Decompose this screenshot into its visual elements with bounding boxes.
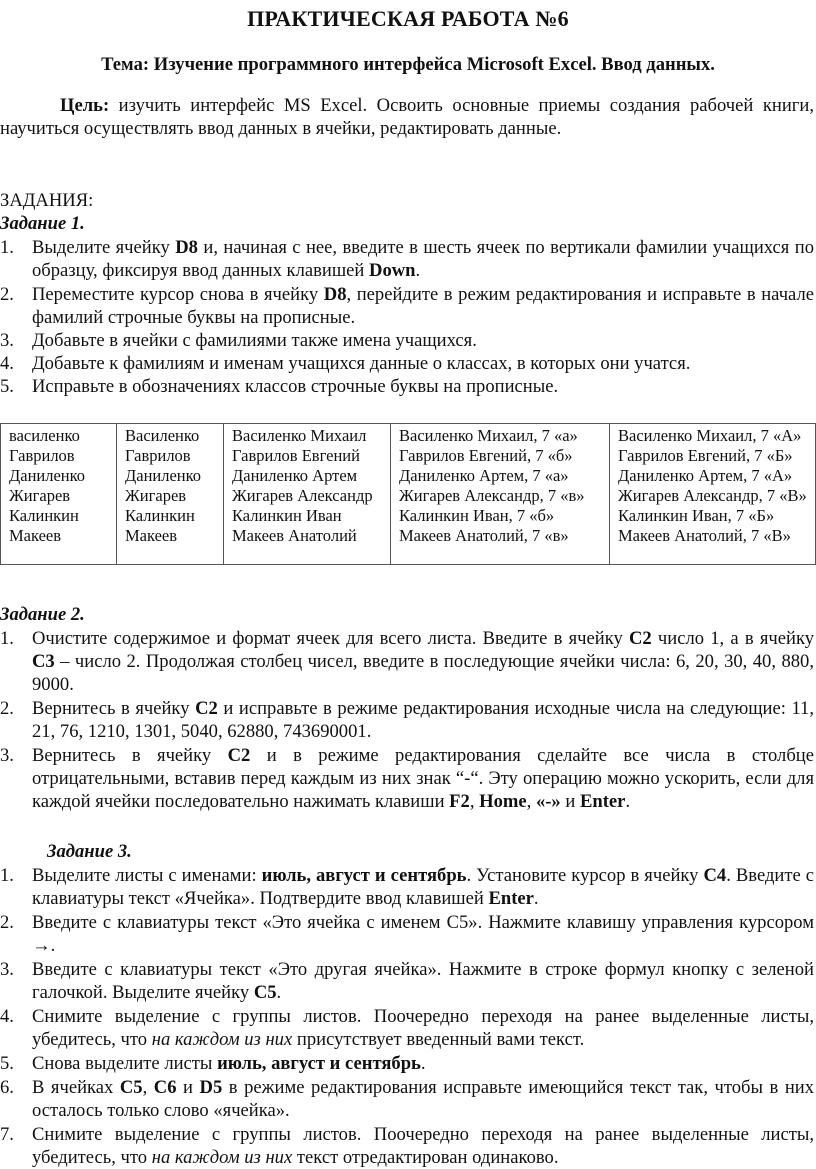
list-item: 1. Выделите ячейку D8 и, начиная с нее, введите в шесть ячеек по вертикали фамилии учащихся по образцу, фиксируя ввод данных клавишей Down. — [0, 237, 815, 281]
list-item: 1. Выделите листы с именами: июль, август и сентябрь. Установите курсор в ячейку C4. Введите с клавиатуры текст «Ячейка». Подтвердите ввод клавишей Enter. — [0, 865, 814, 909]
table-row — [1, 424, 816, 565]
list-item: 1. Очистите содержимое и формат ячеек для всего листа. Введите в ячейку C2 число 1, а в ячейку C3 – число 2. Продолжая столбец чисел, введите в последующие ячейки числа: 6, 20, 30, 40, 880, 9000. — [0, 628, 815, 695]
list-item: 4. Снимите выделение с группы листов. Поочередно переходя на ранее выделенные листы, убедитесь, что на каждом из них присутствует введенный вами текст. — [0, 1006, 814, 1050]
goal-text: изучить интерфейс MS Excel. Освоить основные приемы создания рабочей книги, научиться осуществлять ввод данных в ячейки, редактировать данные. — [0, 95, 814, 139]
task1-list — [0, 236, 814, 398]
task2-title: Задание 2. — [0, 604, 85, 625]
table-cell: василенко Гаврилов Даниленко Жигарев Калинкин Макеев — [1, 424, 117, 565]
list-item: 3. Введите с клавиатуры текст «Это другая ячейка». Нажмите в строке формул кнопку с зеленой галочкой. Выделите ячейку C5. — [0, 959, 814, 1003]
list-item: 7. Снимите выделение с группы листов. Поочередно переходя на ранее выделенные листы, убедитесь, что на каждом из них текст отредактирован одинаково. — [0, 1124, 814, 1168]
list-item: 2. Переместите курсор снова в ячейку D8, перейдите в режим редактирования и исправьте в начале фамилий строчные буквы на прописные. — [0, 284, 814, 328]
list-item: 5. Исправьте в обозначениях классов строчные буквы на прописные. — [0, 376, 559, 397]
list-item: 2. Введите с клавиатуры текст «Это ячейка с именем C5». Нажмите клавишу управления курсором →. — [0, 912, 814, 956]
table-cell: Василенко Гаврилов Даниленко Жигарев Калинкин Макеев — [117, 424, 224, 565]
list-item: 6. В ячейках C5, C6 и D5 в режиме редактирования исправьте имеющийся текст так, чтобы в них осталось только слово «ячейка». — [0, 1077, 815, 1121]
list-item: 2. Вернитесь в ячейку C2 и исправьте в режиме редактирования исходные числа на следующие: 11, 21, 76, 1210, 1301, 5040, 62880, 743690001. — [0, 698, 815, 742]
table-cell: Василенко Михаил, 7 «А» Гаврилов Евгений, 7 «Б» Даниленко Артем, 7 «А» Жигарев Александр, 7 «В» Калинкин Иван, 7 «Б» Макеев Анатолий, 7 «В» — [610, 424, 816, 565]
task3-title: Задание 3. — [47, 841, 132, 862]
table-cell: Василенко Михаил Гаврилов Евгений Даниленко Артем Жигарев Александр Калинкин Иван Макеев Анатолий — [224, 424, 391, 565]
page-title: ПРАКТИЧЕСКАЯ РАБОТА №6 — [247, 6, 569, 31]
list-item: 3. Добавьте в ячейки с фамилиями также имена учащихся. — [0, 330, 477, 351]
task3-list — [0, 864, 814, 1169]
tasks-heading: ЗАДАНИЯ: — [0, 190, 94, 211]
list-item: 4. Добавьте к фамилиям и именам учащихся данные о классах, в которых они учатся. — [0, 353, 691, 374]
goal-label: Цель: — [60, 95, 110, 116]
list-item: 5. Снова выделите листы июль, август и сентябрь. — [0, 1053, 426, 1074]
task2-list — [0, 627, 814, 813]
task1-title: Задание 1. — [0, 213, 85, 234]
list-item: 3. Вернитесь в ячейку C2 и в режиме редактирования сделайте все числа в столбце отрицательными, вставив перед каждым из них знак “-“. Эту операцию можно ускорить, если для каждой ячейки последовательно нажимать клавиши F2, Home, «-» и Enter. — [0, 745, 814, 812]
names-sample-table — [0, 423, 816, 565]
topic-heading: Тема: Изучение программного интерфейса Microsoft Excel. Ввод данных. — [101, 54, 715, 75]
table-cell: Василенко Михаил, 7 «а» Гаврилов Евгений, 7 «б» Даниленко Артем, 7 «а» Жигарев Александр, 7 «в» Калинкин Иван, 7 «б» Макеев Анатолий, 7 «в» — [391, 424, 610, 565]
goal-paragraph — [0, 94, 814, 140]
